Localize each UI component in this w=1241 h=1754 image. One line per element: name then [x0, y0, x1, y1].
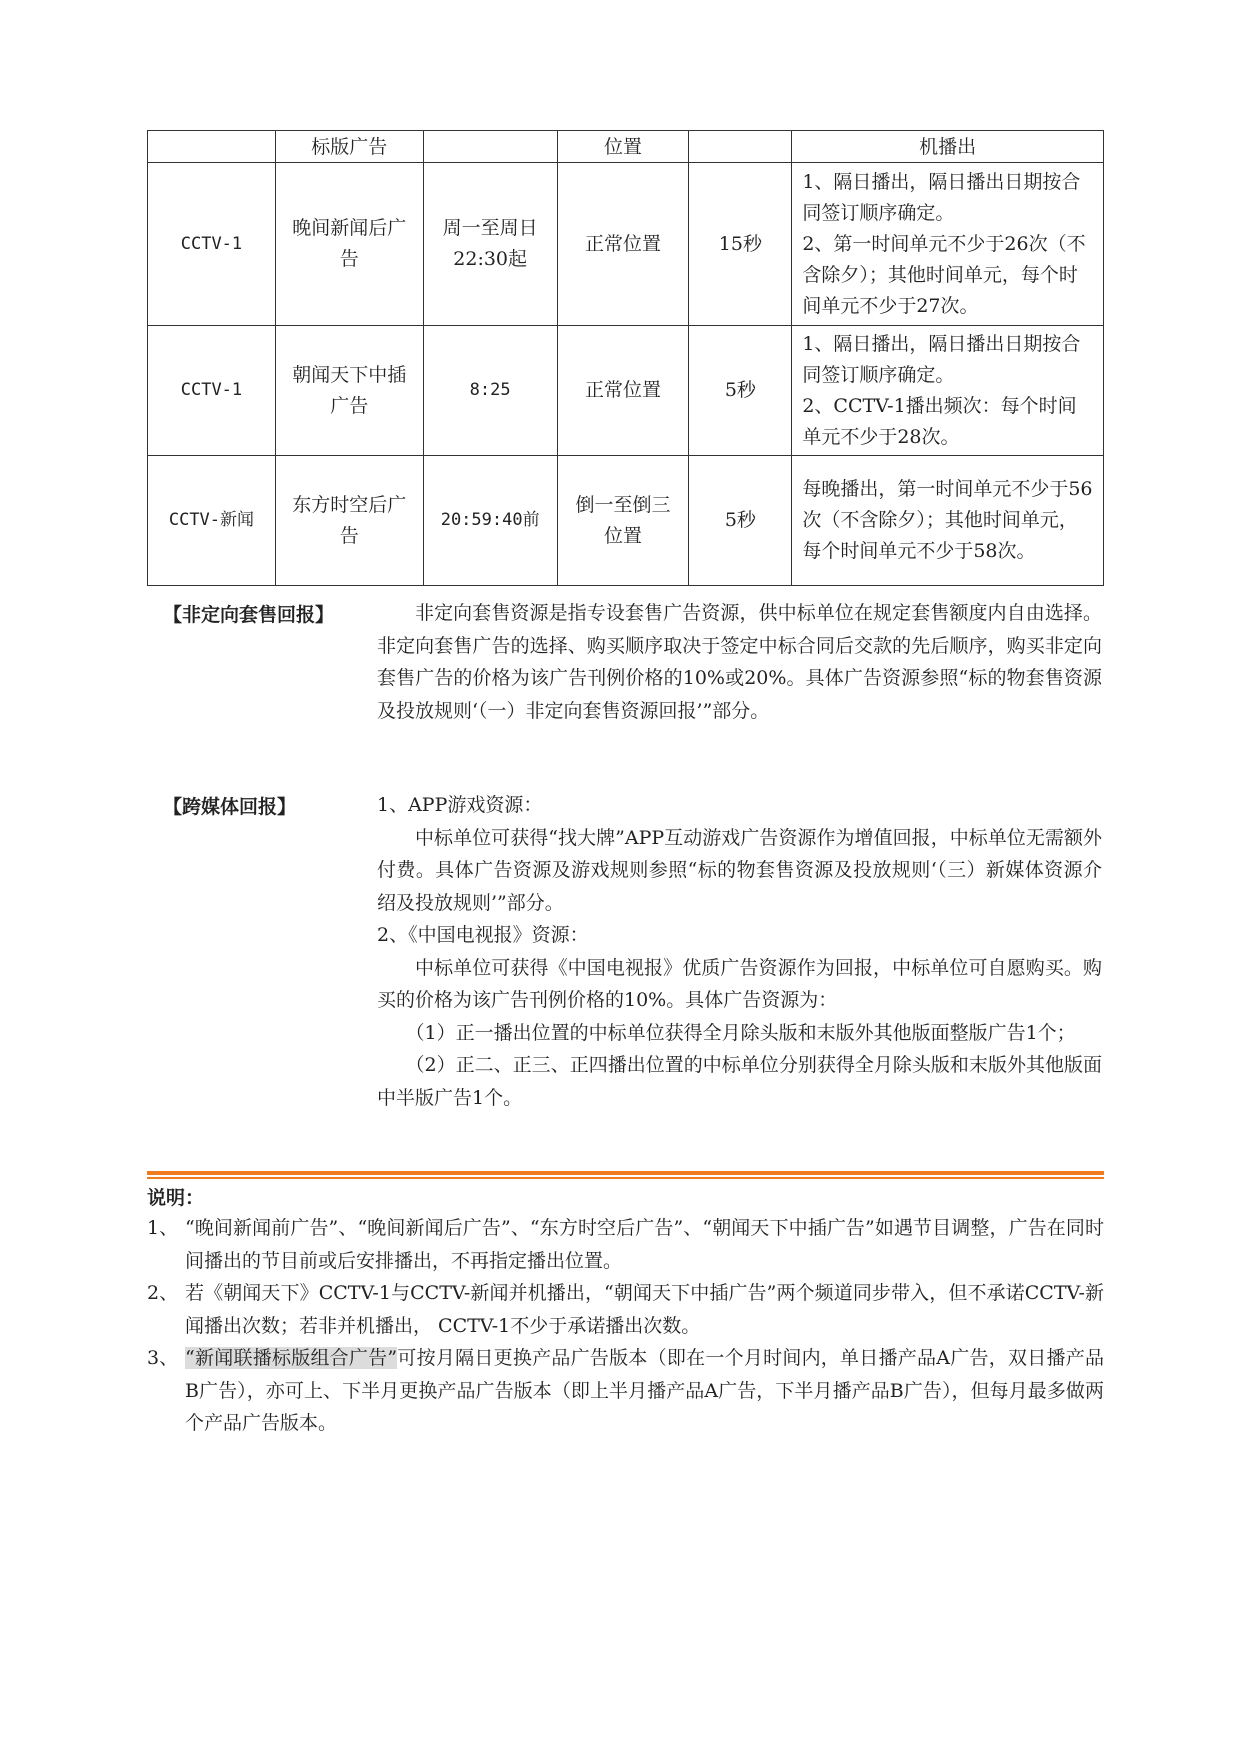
section-label-crossmedia: 【跨媒体回报】	[163, 796, 297, 818]
position-cell: 正常位置	[557, 326, 689, 456]
section-body-nontargeted	[377, 597, 1102, 727]
list-number: 3、	[147, 1347, 179, 1369]
paragraph: 1、APP游戏资源：	[377, 794, 543, 816]
list-text: “晚间新闻前广告”、“晚间新闻后广告”、“东方时空后广告”、“朝闻天下中插广告”如遇节目调整，广告在同时间播出的节目前或后安排播出，不再指定播出位置。	[185, 1217, 1104, 1272]
air-time-cell: 8:25	[423, 326, 557, 456]
list-item	[147, 1277, 1104, 1342]
notes-title: 说明：	[147, 1187, 205, 1209]
header-cell	[423, 131, 557, 163]
table-header-row	[148, 131, 1104, 163]
paragraph: （1）正一播出位置的中标单位获得全月除头版和末版外其他版面整版广告1个；	[405, 1021, 1076, 1044]
broadcast-note: 2、CCTV-1播出频次：每个时间单元不少于28次。	[802, 394, 1077, 448]
header-cell	[148, 131, 276, 163]
channel-cell: CCTV-1	[148, 326, 276, 456]
list-number: 1、	[147, 1217, 179, 1239]
paragraph: 非定向套售资源是指专设套售广告资源，供中标单位在规定套售额度内自由选择。非定向套售广告的选择、购买顺序取决于签定中标合同后交款的先后顺序，购买非定向套售广告的价格为该广告刊例价格的10%或20%。具体广告资源参照“标的物套售资源及投放规则‘（一）非定向套售资源回报’”部分。	[377, 602, 1102, 722]
paragraph: 中标单位可获得《中国电视报》优质广告资源作为回报，中标单位可自愿购买。购买的价格为该广告刊例价格的10%。具体广告资源为：	[377, 956, 1102, 1011]
broadcast-note: 1、隔日播出，隔日播出日期按合同签订顺序确定。	[802, 170, 1081, 224]
list-number: 2、	[147, 1282, 179, 1304]
channel-cell: CCTV-新闻	[148, 456, 276, 586]
header-cell: 机播出	[792, 131, 1104, 163]
highlighted-ad-name: “新闻联播标版组合广告”	[185, 1347, 398, 1369]
paragraph: （2）正二、正三、正四播出位置的中标单位分别获得全月除头版和末版外其他版面中半版广告1个。	[377, 1054, 1102, 1109]
notes-list	[147, 1212, 1104, 1440]
divider	[147, 1171, 1104, 1175]
list-item	[147, 1342, 1104, 1440]
duration-cell: 5秒	[689, 326, 792, 456]
broadcast-note: 1、隔日播出，隔日播出日期按合同签订顺序确定。	[802, 332, 1081, 386]
duration-cell: 15秒	[689, 163, 792, 326]
air-time-cell: 20:59:40前	[423, 456, 557, 586]
header-cell: 位置	[557, 131, 689, 163]
air-time-cell: 周一至周日22:30起	[423, 163, 557, 326]
section-label-nontargeted: 【非定向套售回报】	[163, 604, 335, 626]
list-text: 若《朝闻天下》CCTV-1与CCTV-新闻并机播出，“朝闻天下中插广告”两个频道同步带入，但不承诺CCTV-新闻播出次数；若非并机播出， CCTV-1不少于承诺播出次数。	[185, 1282, 1104, 1337]
ad-name-cell: 东方时空后广告	[275, 456, 423, 586]
broadcast-note: 每晚播出，第一时间单元不少于56次（不含除夕）；其他时间单元，每个时间单元不少于58次。	[802, 478, 1093, 562]
ad-name-cell: 晚间新闻后广告	[275, 163, 423, 326]
channel-cell: CCTV-1	[148, 163, 276, 326]
divider	[147, 1177, 1104, 1179]
table-row	[148, 326, 1104, 456]
broadcast-notes-cell	[792, 163, 1104, 326]
section-body-crossmedia	[377, 789, 1102, 1114]
table-row	[148, 163, 1104, 326]
duration-cell: 5秒	[689, 456, 792, 586]
paragraph: 2、《中国电视报》资源：	[377, 924, 589, 946]
broadcast-notes-cell	[792, 456, 1104, 586]
header-cell	[689, 131, 792, 163]
broadcast-notes-cell	[792, 326, 1104, 456]
paragraph: 中标单位可获得“找大牌”APP互动游戏广告资源作为增值回报，中标单位无需额外付费。具体广告资源及游戏规则参照“标的物套售资源及投放规则‘（三）新媒体资源介绍及投放规则’”部分。	[377, 826, 1102, 914]
list-item	[147, 1212, 1104, 1277]
broadcast-note: 2、第一时间单元不少于26次（不含除夕）；其他时间单元，每个时间单元不少于27次。	[802, 232, 1086, 317]
table-row	[148, 456, 1104, 586]
list-text: 可按月隔日更换产品广告版本（即在一个月时间内，单日播产品A广告，双日播产品B广告），亦可上、下半月更换产品广告版本（即上半月播产品A广告，下半月播产品B广告），但每月最多做两个产品广告版本。	[185, 1347, 1104, 1434]
position-cell: 倒一至倒三位置	[557, 456, 689, 586]
ad-schedule-table	[147, 130, 1104, 586]
header-cell: 标版广告	[275, 131, 423, 163]
ad-name-cell: 朝闻天下中插广告	[275, 326, 423, 456]
position-cell: 正常位置	[557, 163, 689, 326]
